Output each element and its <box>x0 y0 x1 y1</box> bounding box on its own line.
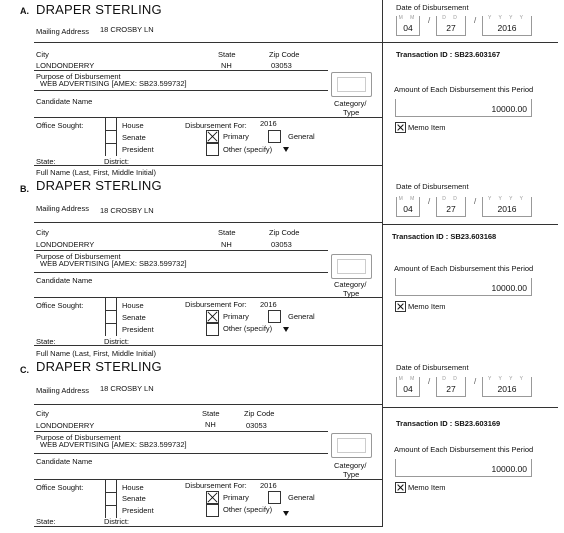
amount-value: 10000.00 <box>491 104 527 114</box>
payee-name: DRAPER STERLING <box>36 359 162 374</box>
month-field[interactable]: M M 04 <box>396 197 420 217</box>
year-field[interactable]: Y Y Y Y 2016 <box>482 16 532 36</box>
category-type-label: Type <box>343 108 360 117</box>
memo-checkbox[interactable] <box>395 482 406 493</box>
amount-field[interactable] <box>395 278 532 296</box>
president-label: President <box>122 145 154 154</box>
mailing-address-value: 18 CROSBY LN <box>100 384 154 393</box>
day-field[interactable]: D D 27 <box>436 16 466 36</box>
senate-label: Senate <box>122 133 146 142</box>
election-year: 2016 <box>260 481 277 490</box>
president-label: President <box>122 506 154 515</box>
full-name-label: Full Name (Last, First, Middle Initial) <box>36 168 157 177</box>
memo-checkbox[interactable] <box>395 122 406 133</box>
city-label: City <box>36 50 49 59</box>
memo-label: Memo Item <box>408 123 446 132</box>
month-value: 04 <box>403 384 413 394</box>
category-box[interactable] <box>331 254 372 279</box>
purpose-label: Purpose of Disbursement <box>36 252 121 261</box>
entry-letter: A. <box>20 6 29 16</box>
amount-value: 10000.00 <box>491 464 527 474</box>
president-label: President <box>122 325 154 334</box>
candidate-name-label: Candidate Name <box>36 97 93 106</box>
zip-value: 03053 <box>271 61 292 70</box>
entry-letter: B. <box>20 184 29 194</box>
zip-label: Zip Code <box>244 409 275 418</box>
memo-label: Memo Item <box>408 483 446 492</box>
state-label: State <box>218 50 236 59</box>
amount-label: Amount of Each Disbursement this Period <box>394 445 534 454</box>
category-label: Category/ <box>334 99 367 108</box>
disbursement-for-label: Disbursement For: <box>185 121 247 130</box>
entry-letter: C. <box>20 365 29 375</box>
mailing-address-value: 18 CROSBY LN <box>100 25 154 34</box>
check-x-icon <box>207 492 218 503</box>
house-label: House <box>122 301 144 310</box>
payee-name: DRAPER STERLING <box>36 178 162 193</box>
mailing-address-label: Mailing Address <box>36 386 89 395</box>
purpose-label: Purpose of Disbursement <box>36 433 121 442</box>
day-field[interactable]: D D 27 <box>436 377 466 397</box>
category-type-label: Type <box>343 289 360 298</box>
district-label: District: <box>104 337 129 346</box>
election-year: 2016 <box>260 300 277 309</box>
district-label: District: <box>104 157 129 166</box>
check-x-icon <box>207 131 218 142</box>
state-value: NH <box>221 240 232 249</box>
state-value: NH <box>205 420 216 429</box>
transaction-id: Transaction ID : SB23.603168 <box>392 232 497 241</box>
primary-checkbox[interactable] <box>206 130 219 143</box>
year-value: 2016 <box>497 204 517 214</box>
mailing-address-label: Mailing Address <box>36 27 89 36</box>
entry-a: A. DRAPER STERLING Mailing Address 18 CROSBY LN City State Zip Code LONDONDERRY NH 03053 Purpose of Disbursement WEB ADVERTISING [AMEX: SB23.599732] Candidate Name Category/ Type Office Sought: House Senate President Disbursement For: 2016 Primary General Other (specify) State: District: Date of Disbursement M M 04 / D D 27 / Y Y Y Y 2016 Transaction ID : SB23.603167 Amount of Each Disbursement this Period 10000.00 Memo Item <box>18 0 558 166</box>
other-checkbox[interactable] <box>206 504 219 517</box>
election-year: 2016 <box>260 119 277 128</box>
other-label: Other (specify) <box>223 505 273 514</box>
day-value: 27 <box>446 384 456 394</box>
primary-label: Primary <box>223 312 249 321</box>
state-bottom-label: State: <box>36 157 56 166</box>
office-sought-label: Office Sought: <box>36 483 84 492</box>
general-checkbox[interactable] <box>268 130 281 143</box>
disbursement-for-label: Disbursement For: <box>185 481 247 490</box>
state-bottom-label: State: <box>36 337 56 346</box>
zip-label: Zip Code <box>269 228 300 237</box>
senate-label: Senate <box>122 494 146 503</box>
amount-label: Amount of Each Disbursement this Period <box>394 264 534 273</box>
state-bottom-label: State: <box>36 517 56 526</box>
city-value: LONDONDERRY <box>36 61 95 70</box>
check-x-icon <box>396 483 405 492</box>
amount-field[interactable] <box>395 99 532 117</box>
city-value: LONDONDERRY <box>36 421 95 430</box>
category-label: Category/ <box>334 461 367 470</box>
city-label: City <box>36 409 49 418</box>
date-label: Date of Disbursement <box>396 182 469 191</box>
dropdown-arrow-icon[interactable] <box>283 511 289 516</box>
transaction-id: Transaction ID : SB23.603167 <box>396 50 501 59</box>
district-label: District: <box>104 517 129 526</box>
category-box[interactable] <box>331 433 372 458</box>
purpose-value: WEB ADVERTISING [AMEX: SB23.599732] <box>40 259 187 268</box>
city-value: LONDONDERRY <box>36 240 95 249</box>
amount-label: Amount of Each Disbursement this Period <box>394 85 534 94</box>
state-label: State <box>202 409 220 418</box>
day-value: 27 <box>446 23 456 33</box>
office-sought-label: Office Sought: <box>36 301 84 310</box>
amount-field[interactable] <box>395 459 532 477</box>
general-label: General <box>288 312 315 321</box>
house-label: House <box>122 483 144 492</box>
mailing-address-value: 18 CROSBY LN <box>100 206 154 215</box>
memo-checkbox[interactable] <box>395 301 406 312</box>
general-label: General <box>288 132 315 141</box>
purpose-value: WEB ADVERTISING [AMEX: SB23.599732] <box>40 440 187 449</box>
mailing-address-label: Mailing Address <box>36 204 89 213</box>
disbursement-for-label: Disbursement For: <box>185 300 247 309</box>
candidate-name-label: Candidate Name <box>36 457 93 466</box>
zip-value: 03053 <box>246 421 267 430</box>
primary-label: Primary <box>223 132 249 141</box>
category-type-label: Type <box>343 470 360 479</box>
full-name-label: Full Name (Last, First, Middle Initial) <box>36 349 157 358</box>
date-label: Date of Disbursement <box>396 3 469 12</box>
month-value: 04 <box>403 204 413 214</box>
other-label: Other (specify) <box>223 145 273 154</box>
entry-c: Full Name (Last, First, Middle Initial) C. DRAPER STERLING Mailing Address 18 CROSBY LN City State Zip Code LONDONDERRY NH 03053 Purpose of Disbursement WEB ADVERTISING [AMEX: SB23.599732] Candidate Name Category/ Type Office Sought: House Senate President Disbursement For: 2016 Primary General Other (specify) State: District: Date of Disbursement M M 04 / D D 27 / Y Y Y Y 2016 Transaction ID : SB23.603169 Amount of Each Disbursement this Period 10000.00 Memo Item <box>18 345 558 533</box>
state-label: State <box>218 228 236 237</box>
general-checkbox[interactable] <box>268 491 281 504</box>
year-field[interactable]: Y Y Y Y 2016 <box>482 377 532 397</box>
zip-label: Zip Code <box>269 50 300 59</box>
year-field[interactable]: Y Y Y Y 2016 <box>482 197 532 217</box>
dropdown-arrow-icon[interactable] <box>283 327 289 332</box>
primary-checkbox[interactable] <box>206 491 219 504</box>
candidate-name-label: Candidate Name <box>36 276 93 285</box>
memo-label: Memo Item <box>408 302 446 311</box>
day-field[interactable]: D D 27 <box>436 197 466 217</box>
city-label: City <box>36 228 49 237</box>
entry-b: Full Name (Last, First, Middle Initial) B. DRAPER STERLING Mailing Address 18 CROSBY LN City State Zip Code LONDONDERRY NH 03053 Purpose of Disbursement WEB ADVERTISING [AMEX: SB23.599732] Candidate Name Category/ Type Office Sought: House Senate President Disbursement For: 2016 Primary General Other (specify) State: District: Date of Disbursement M M 04 / D D 27 / Y Y Y Y 2016 Transaction ID : SB23.603168 Amount of Each Disbursement this Period 10000.00 Memo Item <box>18 166 558 345</box>
office-sought-label: Office Sought: <box>36 121 84 130</box>
day-value: 27 <box>446 204 456 214</box>
check-x-icon <box>207 311 218 322</box>
category-box[interactable] <box>331 72 372 97</box>
house-label: House <box>122 121 144 130</box>
category-label: Category/ <box>334 280 367 289</box>
check-x-icon <box>396 302 405 311</box>
check-x-icon <box>396 123 405 132</box>
date-label: Date of Disbursement <box>396 363 469 372</box>
zip-value: 03053 <box>271 240 292 249</box>
other-checkbox[interactable] <box>206 323 219 336</box>
dropdown-arrow-icon[interactable] <box>283 147 289 152</box>
senate-label: Senate <box>122 313 146 322</box>
month-field[interactable]: M M 04 <box>396 16 420 36</box>
transaction-id: Transaction ID : SB23.603169 <box>396 419 501 428</box>
other-checkbox[interactable] <box>206 143 219 156</box>
month-field[interactable]: M M 04 <box>396 377 420 397</box>
month-value: 04 <box>403 23 413 33</box>
year-value: 2016 <box>497 23 517 33</box>
primary-checkbox[interactable] <box>206 310 219 323</box>
payee-name: DRAPER STERLING <box>36 2 162 17</box>
year-value: 2016 <box>497 384 517 394</box>
purpose-label: Purpose of Disbursement <box>36 72 121 81</box>
general-label: General <box>288 493 315 502</box>
primary-label: Primary <box>223 493 249 502</box>
state-value: NH <box>221 61 232 70</box>
purpose-value: WEB ADVERTISING [AMEX: SB23.599732] <box>40 79 187 88</box>
other-label: Other (specify) <box>223 324 273 333</box>
amount-value: 10000.00 <box>491 283 527 293</box>
general-checkbox[interactable] <box>268 310 281 323</box>
